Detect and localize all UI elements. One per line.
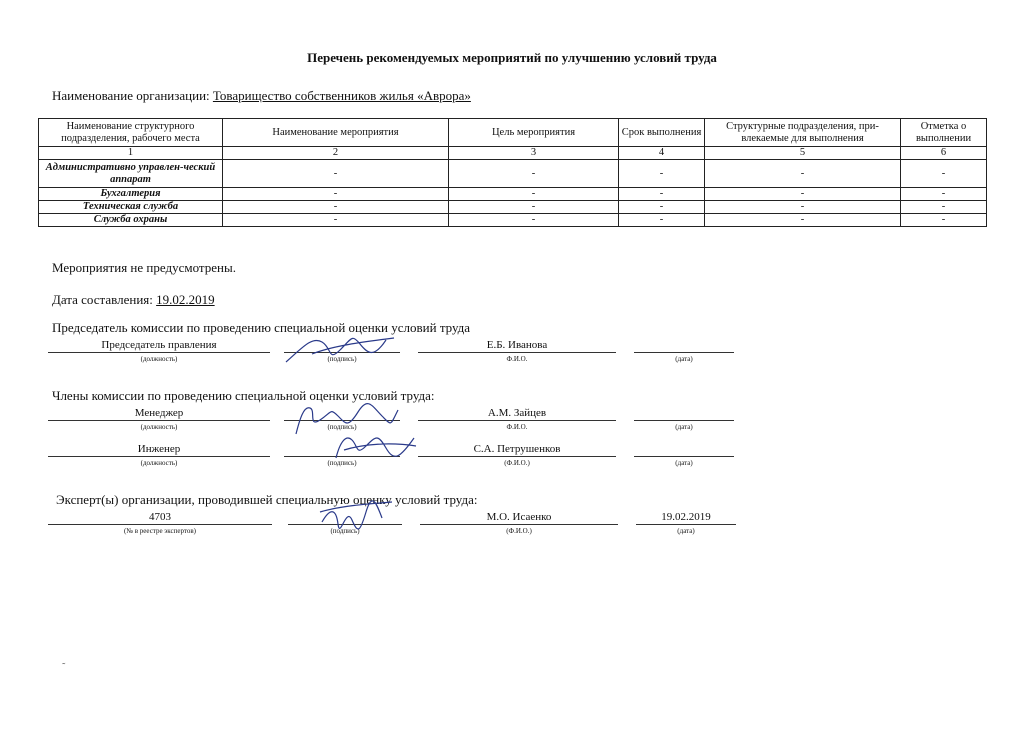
expert-heading: Эксперт(ы) организации, проводившей специальную оценку условий труда: bbox=[56, 492, 478, 507]
caption-date: (дата) bbox=[675, 423, 693, 431]
member-signature bbox=[330, 428, 420, 464]
goal-cell: - bbox=[449, 188, 619, 201]
caption-position: (должность) bbox=[140, 459, 178, 467]
deadline-cell: - bbox=[619, 188, 705, 201]
table-header-row bbox=[39, 119, 987, 147]
deadline-cell: - bbox=[619, 160, 705, 188]
deadline-cell: - bbox=[619, 214, 705, 227]
header-goal: Цель мероприятия bbox=[449, 119, 619, 147]
measure-cell: - bbox=[223, 188, 449, 201]
completion-mark-cell: - bbox=[901, 188, 987, 201]
scan-mark: ˜ bbox=[62, 662, 66, 673]
table-row bbox=[39, 214, 987, 227]
involved-units-cell: - bbox=[705, 188, 901, 201]
caption-name: Ф.И.О. bbox=[506, 355, 528, 363]
measure-cell: - bbox=[223, 201, 449, 214]
column-number: 2 bbox=[223, 147, 449, 160]
expert-registry-number: 4703 bbox=[48, 510, 272, 525]
goal-cell: - bbox=[449, 214, 619, 227]
date-compiled-label: Дата составления: bbox=[52, 292, 153, 307]
header-deadline: Срок выполнения bbox=[619, 119, 705, 147]
table-row bbox=[39, 201, 987, 214]
department-cell: Бухгалтерия bbox=[39, 188, 223, 201]
caption-signature: (подпись) bbox=[327, 423, 357, 431]
caption-date: (дата) bbox=[675, 355, 693, 363]
organization-name: Товарищество собственников жилья «Аврора» bbox=[212, 88, 471, 103]
table-row bbox=[39, 188, 987, 201]
expert-name: М.О. Исаенко bbox=[420, 510, 618, 525]
chairman-position: Председатель правления bbox=[48, 338, 270, 353]
caption-registry: (№ в реестре экспертов) bbox=[123, 527, 196, 535]
chairman-heading: Председатель комиссии по проведению специальной оценки условий труда bbox=[52, 320, 471, 335]
caption-name: (Ф.И.О.) bbox=[506, 527, 532, 535]
caption-date: (дата) bbox=[677, 527, 695, 535]
member-position: Инженер bbox=[48, 442, 270, 457]
completion-mark-cell: - bbox=[901, 160, 987, 188]
caption-position: (должность) bbox=[140, 423, 178, 431]
chairman-signature bbox=[282, 328, 402, 368]
involved-units-cell: - bbox=[705, 214, 901, 227]
date-compiled-line bbox=[52, 292, 215, 308]
header-department: Наименование структурного подразделения, рабочего места bbox=[39, 119, 223, 147]
header-involved-units: Структурные подразделения, при-влекаемые для выполнения bbox=[705, 119, 901, 147]
member-position: Менеджер bbox=[48, 406, 270, 421]
deadline-cell: - bbox=[619, 201, 705, 214]
completion-mark-cell: - bbox=[901, 201, 987, 214]
document-title: Перечень рекомендуемых мероприятий по улучшению условий труда bbox=[307, 50, 717, 65]
caption-signature: (подпись) bbox=[327, 355, 357, 363]
chairman-date-line bbox=[634, 338, 734, 353]
caption-signature: (подпись) bbox=[330, 527, 360, 535]
column-number: 1 bbox=[39, 147, 223, 160]
chairman-name: Е.Б. Иванова bbox=[418, 338, 616, 353]
caption-signature: (подпись) bbox=[327, 459, 357, 467]
header-measure: Наименование мероприятия bbox=[223, 119, 449, 147]
involved-units-cell: - bbox=[705, 160, 901, 188]
member-date-line bbox=[634, 442, 734, 457]
table-row bbox=[39, 160, 987, 188]
measure-cell: - bbox=[223, 160, 449, 188]
department-cell: Техническая служба bbox=[39, 201, 223, 214]
column-number: 5 bbox=[705, 147, 901, 160]
column-number: 6 bbox=[901, 147, 987, 160]
member-date-line bbox=[634, 406, 734, 421]
department-cell: Служба охраны bbox=[39, 214, 223, 227]
column-number-row bbox=[39, 147, 987, 160]
caption-date: (дата) bbox=[675, 459, 693, 467]
measures-table bbox=[38, 118, 987, 227]
goal-cell: - bbox=[449, 160, 619, 188]
caption-name: (Ф.И.О.) bbox=[504, 459, 530, 467]
note-no-measures: Мероприятия не предусмотрены. bbox=[52, 260, 236, 275]
column-number: 4 bbox=[619, 147, 705, 160]
expert-date: 19.02.2019 bbox=[636, 510, 736, 525]
date-compiled-value: 19.02.2019 bbox=[156, 292, 215, 307]
involved-units-cell: - bbox=[705, 201, 901, 214]
caption-position: (должность) bbox=[140, 355, 178, 363]
caption-name: Ф.И.О. bbox=[506, 423, 528, 431]
completion-mark-cell: - bbox=[901, 214, 987, 227]
member-name: А.М. Зайцев bbox=[418, 406, 616, 421]
organization-line bbox=[52, 88, 471, 104]
column-number: 3 bbox=[449, 147, 619, 160]
member-name: С.А. Петрушенков bbox=[418, 442, 616, 457]
members-heading: Члены комиссии по проведению специальной оценки условий труда: bbox=[52, 388, 435, 403]
goal-cell: - bbox=[449, 201, 619, 214]
header-completion-mark: Отметка о выполнении bbox=[901, 119, 987, 147]
measure-cell: - bbox=[223, 214, 449, 227]
organization-label: Наименование организации: bbox=[52, 88, 210, 103]
expert-signature bbox=[316, 498, 396, 538]
department-cell: Административно управлен-ческий аппарат bbox=[39, 160, 223, 188]
